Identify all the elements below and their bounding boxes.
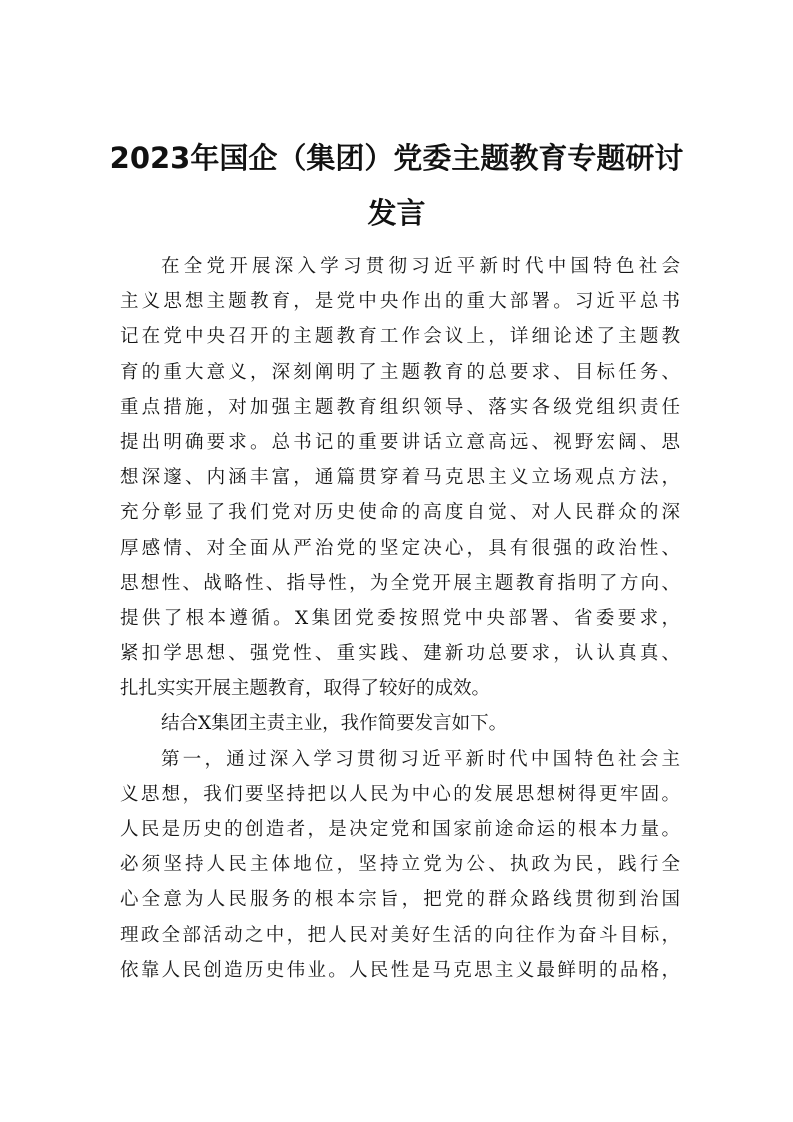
paragraph-3-line: 第一，通过深入学习贯彻习近平新时代中国特色社会主 (161, 748, 680, 770)
paragraph-3-line: 理政全部活动之中，把人民对美好生活的向往作为奋斗目标， (120, 924, 680, 946)
paragraph-2-line: 结合X集团主责主业，我作简要发言如下。 (161, 713, 508, 735)
paragraph-1-line: 思想性、战略性、指导性，为全党开展主题教育指明了方向、 (120, 572, 680, 594)
paragraph-1-line: 主义思想主题教育，是党中央作出的重大部署。习近平总书 (120, 291, 680, 313)
paragraph-1-line: 提供了根本遵循。X集团党委按照党中央部署、省委要求， (120, 607, 680, 629)
paragraph-3-line: 必须坚持人民主体地位，坚持立党为公、执政为民，践行全 (120, 854, 680, 876)
paragraph-3-line: 义思想，我们要坚持把以人民为中心的发展思想树得更牢固。 (120, 783, 680, 805)
paragraph-1-line: 厚感情、对全面从严治党的坚定决心，具有很强的政治性、 (120, 537, 680, 559)
paragraph-1-line: 充分彰显了我们党对历史使命的高度自觉、对人民群众的深 (120, 502, 680, 524)
paragraph-1-line: 提出明确要求。总书记的重要讲话立意高远、视野宏阔、思 (120, 431, 680, 453)
paragraph-1-line: 重点措施，对加强主题教育组织领导、落实各级党组织责任 (120, 396, 680, 418)
paragraph-1-line: 在全党开展深入学习贯彻习近平新时代中国特色社会 (161, 256, 680, 277)
paragraph-3-line: 人民是历史的创造者，是决定党和国家前途命运的根本力量。 (120, 819, 680, 840)
paragraph-1-line: 紧扣学思想、强党性、重实践、建新功总要求，认认真真、 (120, 643, 680, 665)
paragraph-1-line: 想深邃、内涵丰富，通篇贯穿着马克思主义立场观点方法， (120, 467, 680, 489)
paragraph-3-line: 依靠人民创造历史伟业。人民性是马克思主义最鲜明的品格， (120, 959, 680, 981)
paragraph-3-line: 心全意为人民服务的根本宗旨，把党的群众路线贯彻到治国 (120, 889, 680, 911)
document-title-line-2: 发言 (367, 196, 426, 230)
document-body (120, 249, 680, 988)
paragraph-1-line: 育的重大意义，深刻阐明了主题教育的总要求、目标任务、 (120, 361, 680, 383)
document-title-line-1: 2023年国企（集团）党委主题教育专题研讨 (109, 141, 684, 175)
paragraph-1-line: 记在党中央召开的主题教育工作会议上，详细论述了主题教 (120, 326, 680, 348)
paragraph-1-line: 扎扎实实开展主题教育，取得了较好的成效。 (120, 678, 491, 700)
